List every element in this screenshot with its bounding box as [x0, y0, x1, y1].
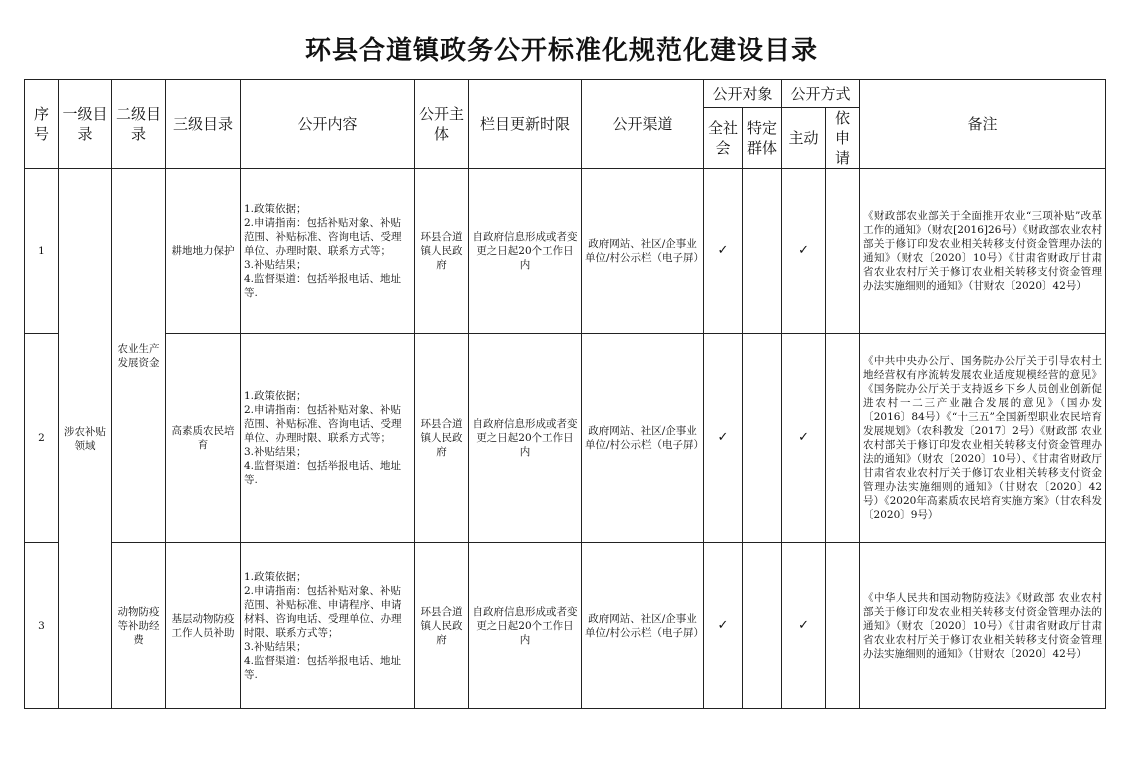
- content-line: 3.补贴结果；: [244, 446, 307, 458]
- header-method-request: 依申请: [826, 108, 860, 169]
- level2-cell: 农业生产发展资金: [112, 169, 166, 543]
- header-update: 栏目更新时限: [469, 80, 582, 169]
- channel-cell: 政府网站、社区/企事业单位/村公示栏（电子屏）: [582, 543, 704, 709]
- header-method-active: 主动: [782, 108, 826, 169]
- header-method: 公开方式: [782, 80, 860, 108]
- header-level1: 一级目录: [59, 80, 112, 169]
- check-all-society: ✓: [704, 543, 743, 709]
- update-cell: 自政府信息形成或者变更之日起20个工作日内: [469, 334, 582, 543]
- header-audience-all: 全社会: [704, 108, 743, 169]
- check-active: ✓: [782, 543, 826, 709]
- header-audience: 公开对象: [704, 80, 782, 108]
- check-all-society: ✓: [704, 169, 743, 334]
- content-line: 3.补贴结果；: [244, 640, 307, 653]
- check-active: ✓: [782, 169, 826, 334]
- table-row: [25, 334, 1106, 543]
- check-specific-group: [743, 169, 782, 334]
- content-line: 1.政策依据；: [244, 570, 307, 583]
- content-cell: [241, 169, 415, 334]
- content-cell: [241, 543, 415, 709]
- content-line: 4.监督渠道：包括举报电话、地址等.: [244, 273, 402, 299]
- row-seq: 3: [25, 543, 59, 709]
- content-line: 4.监督渠道：包括举报电话、地址等.: [244, 460, 402, 486]
- content-line: 1.政策依据；: [244, 390, 307, 402]
- content-line: 1.政策依据；: [244, 203, 307, 215]
- check-on-request: [826, 169, 860, 334]
- level3-cell: 耕地地力保护: [166, 169, 241, 334]
- header-channel: 公开渠道: [582, 80, 704, 169]
- notes-cell: 《中华人民共和国动物防疫法》《财政部 农业农村部关于修订印发农业相关转移支付资金管理办法的通知》（财农〔2020〕10号）《甘肃省财政厅甘肃省农业农村厅关于修订农业相关转移支付资金管理办法实施细则的通知》（甘财农〔2020〕42号）: [860, 543, 1106, 709]
- check-on-request: [826, 543, 860, 709]
- header-notes: 备注: [860, 80, 1106, 169]
- header-level3: 三级目录: [166, 80, 241, 169]
- check-active: ✓: [782, 334, 826, 543]
- header-subject: 公开主体: [415, 80, 469, 169]
- channel-cell: 政府网站、社区/企事业单位/村公示栏（电子屏）: [582, 334, 704, 543]
- header-row-top: [25, 80, 1106, 108]
- content-line: 3.补贴结果；: [244, 259, 307, 271]
- page-title: 环县合道镇政务公开标准化规范化建设目录: [304, 36, 818, 66]
- notes-cell: 《中共中央办公厅、国务院办公厅关于引导农村土地经营权有序流转发展农业适度规模经营的意见》《国务院办公厅关于支持返乡下乡人员创业创新促进农村一二三产业融合发展的意见》（国办发〔2016〕84号）《“十三五”全国新型职业农民培育发展规划》（农科教发〔2017〕2号）《财政部 农业农村部关于修订印发农业相关转移支付资金管理办法的通知》（财农〔2020〕10号）、《甘肃省财政厅 甘肃省农业农村厅关于修订农业相关转移支付资金管理办法实施细则的通知》（甘财农〔2020〕42号）《2020年高素质农民培育实施方案》（甘农科发〔2020〕9号）: [860, 334, 1106, 543]
- subject-cell: 环县合道镇人民政府: [415, 169, 469, 334]
- subject-cell: 环县合道镇人民政府: [415, 543, 469, 709]
- content-line: 2.申请指南：包括补贴对象、补贴范围、补贴标准、咨询电话、受理单位、办理时限、联系方式等；: [244, 404, 402, 444]
- level3-cell: 高素质农民培育: [166, 334, 241, 543]
- level2-cell: 动物防疫等补助经费: [112, 543, 166, 709]
- content-line: 2.申请指南：包括补贴对象、补贴范围、补贴标准、申请程序、申请材料、咨询电话、受理单位、办理时限、联系方式等；: [244, 584, 402, 639]
- level1-cell: 涉农补贴领域: [59, 169, 112, 709]
- row-seq: 2: [25, 334, 59, 543]
- content-cell: [241, 334, 415, 543]
- header-audience-specific: 特定群体: [743, 108, 782, 169]
- content-line: 2.申请指南：包括补贴对象、补贴范围、补贴标准、咨询电话、受理单位、办理时限、联系方式等；: [244, 217, 402, 257]
- subject-cell: 环县合道镇人民政府: [415, 334, 469, 543]
- check-specific-group: [743, 543, 782, 709]
- table-row: [25, 543, 1106, 709]
- notes-cell: 《财政部农业部关于全面推开农业“三项补贴”改革工作的通知》（财农[2016]26号）《财政部农业农村部关于修订印发农业相关转移支付资金管理办法的通知》（财农〔2020〕10号）《甘肃省财政厅甘肃省农业农村厅关于修订农业相关转移支付资金管理办法实施细则的通知》（甘财农〔2020〕42号）: [860, 169, 1106, 334]
- level3-cell: 基层动物防疫工作人员补助: [166, 543, 241, 709]
- check-specific-group: [743, 334, 782, 543]
- update-cell: 自政府信息形成或者变更之日起20个工作日内: [469, 543, 582, 709]
- update-cell: 自政府信息形成或者变更之日起20个工作日内: [469, 169, 582, 334]
- row-seq: 1: [25, 169, 59, 334]
- content-line: 4.监督渠道：包括举报电话、地址等.: [244, 654, 402, 681]
- table-row: [25, 169, 1106, 334]
- header-seq: 序号: [25, 80, 59, 169]
- header-content: 公开内容: [241, 80, 415, 169]
- catalog-table: [24, 79, 1106, 709]
- check-all-society: ✓: [704, 334, 743, 543]
- check-on-request: [826, 334, 860, 543]
- header-level2: 二级目录: [112, 80, 166, 169]
- channel-cell: 政府网站、社区/企事业单位/村公示栏（电子屏）: [582, 169, 704, 334]
